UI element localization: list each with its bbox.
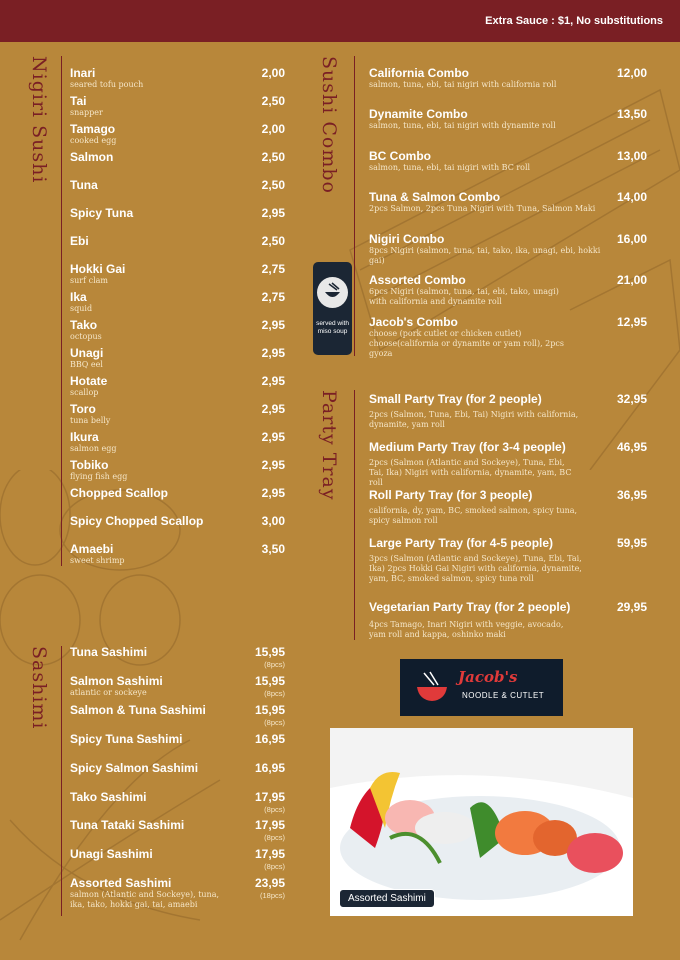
menu-item: Medium Party Tray (for 3-4 people) 2pcs (Salmon (Atlantic and Sockeye), Tuna, Ebi, Tai, Ika) Nigiri with california, dynamite, yam, BC roll xyxy=(369,440,572,487)
menu-item: Dynamite Combo salmon, tuna, ebi, tai nigiri with dynamite roll xyxy=(369,107,556,130)
price: 12,95 xyxy=(616,315,647,329)
menu-item: Small Party Tray (for 2 people) 2pcs (Salmon, Tuna, Ebi, Tai) Nigiri with california, dynamite, yam roll xyxy=(369,392,579,429)
menu-item: Hotate scallop xyxy=(70,374,108,397)
menu-item: Hokki Gai surf clam xyxy=(70,262,126,285)
menu-item: Assorted Sashimi salmon (Atlantic and Sockeye), tuna, ika, tako, hokki gai, tai, amaebi xyxy=(70,876,220,909)
piece-count: (8pcs) xyxy=(264,660,285,669)
price: 23,95 xyxy=(254,876,285,890)
price: 2,95 xyxy=(261,430,285,444)
price: 14,00 xyxy=(616,190,647,204)
menu-item: Spicy Chopped Scallop xyxy=(70,514,204,528)
price: 15,95 xyxy=(254,674,285,688)
party-divider xyxy=(354,390,355,640)
price: 36,95 xyxy=(616,488,647,502)
price: 3,50 xyxy=(261,542,285,556)
menu-item: Roll Party Tray (for 3 people) california, dy, yam, BC, smoked salmon, spicy tuna, spicy salmon roll xyxy=(369,488,578,525)
miso-soup-label: served with miso soup xyxy=(316,320,349,335)
piece-count: (8pcs) xyxy=(264,718,285,727)
menu-item: Jacob's Combo choose (pork cutlet or chicken cutlet) choose(california or dynamite or yam roll), 2pcs gyoza xyxy=(369,315,564,358)
menu-item: Ebi xyxy=(70,234,89,248)
sashimi-divider xyxy=(61,646,62,916)
menu-item: Nigiri Combo 8pcs Nigiri (salmon, tuna, tai, tako, ika, unagi, ebi, hokki gai) xyxy=(369,232,601,265)
price: 15,95 xyxy=(254,645,285,659)
section-title-combo: Sushi Combo xyxy=(318,56,340,194)
header-bar xyxy=(0,0,680,42)
combo-divider xyxy=(354,56,355,356)
menu-item: Unagi BBQ eel xyxy=(70,346,104,369)
price: 46,95 xyxy=(616,440,647,454)
price: 3,00 xyxy=(261,514,285,528)
piece-count: (8pcs) xyxy=(264,689,285,698)
section-title-nigiri: Nigiri Sushi xyxy=(28,56,50,184)
photo-caption: Assorted Sashimi xyxy=(339,889,435,908)
price: 17,95 xyxy=(254,847,285,861)
price: 29,95 xyxy=(616,600,647,614)
price: 2,95 xyxy=(261,402,285,416)
menu-item: Tamago cooked egg xyxy=(70,122,117,145)
price: 15,95 xyxy=(254,703,285,717)
section-title-sashimi: Sashimi xyxy=(28,646,50,730)
menu-item: Toro tuna belly xyxy=(70,402,111,425)
price: 2,50 xyxy=(261,178,285,192)
menu-item: Tai snapper xyxy=(70,94,103,117)
menu-item: Tobiko flying fish egg xyxy=(70,458,128,481)
menu-item: BC Combo salmon, tuna, ebi, tai nigiri with BC roll xyxy=(369,149,531,172)
price: 2,75 xyxy=(261,262,285,276)
piece-count: (8pcs) xyxy=(264,833,285,842)
price: 17,95 xyxy=(254,818,285,832)
piece-count: (8pcs) xyxy=(264,805,285,814)
logo-brand: Jacob's xyxy=(458,668,518,686)
price: 2,50 xyxy=(261,94,285,108)
menu-item: Spicy Tuna Sashimi xyxy=(70,732,183,746)
piece-count: (18pcs) xyxy=(259,891,285,900)
menu-item: Tuna Tataki Sashimi xyxy=(70,818,185,832)
price: 2,00 xyxy=(261,66,285,80)
price: 32,95 xyxy=(616,392,647,406)
section-title-party: Party Tray xyxy=(318,390,340,501)
logo-subtitle: NOODLE & CUTLET xyxy=(462,691,545,700)
price: 16,00 xyxy=(616,232,647,246)
menu-item: Vegetarian Party Tray (for 2 people) 4pcs Tamago, Inari Nigiri with veggie, avocado, yam roll and kappa, oshinko maki xyxy=(369,600,571,639)
price: 21,00 xyxy=(616,273,647,287)
menu-item: Tuna & Salmon Combo 2pcs Salmon, 2pcs Tuna Nigiri with Tuna, Salmon Maki xyxy=(369,190,596,213)
price: 2,95 xyxy=(261,486,285,500)
menu-item: Large Party Tray (for 4-5 people) 3pcs (Salmon (Atlantic and Sockeye), Tuna, Ebi, Tai, Ika) 2pcs Hokki Gai Nigiri with california, dynamite, yam, BC, smoked salmon, spicy tuna roll xyxy=(369,536,582,583)
piece-count: (8pcs) xyxy=(264,862,285,871)
jacobs-logo xyxy=(400,659,563,716)
menu-item: Salmon xyxy=(70,150,114,164)
menu-item: Tako Sashimi xyxy=(70,790,147,804)
noodle-bowl-icon xyxy=(414,669,450,705)
price: 2,00 xyxy=(261,122,285,136)
menu-item: Tako octopus xyxy=(70,318,102,341)
menu-item: Inari seared tofu pouch xyxy=(70,66,144,89)
price: 12,00 xyxy=(616,66,647,80)
price: 2,50 xyxy=(261,234,285,248)
price: 59,95 xyxy=(616,536,647,550)
menu-item: Spicy Tuna xyxy=(70,206,134,220)
menu-item: Tuna Sashimi xyxy=(70,645,148,659)
price: 16,95 xyxy=(254,761,285,775)
menu-item: Ika squid xyxy=(70,290,93,313)
price: 13,00 xyxy=(616,149,647,163)
menu-item: California Combo salmon, tuna, ebi, tai nigiri with california roll xyxy=(369,66,557,89)
menu-item: Spicy Salmon Sashimi xyxy=(70,761,199,775)
price: 2,75 xyxy=(261,290,285,304)
menu-item: Assorted Combo 6pcs Nigiri (salmon, tuna, tai, ebi, tako, unagi) with california and dynamite roll xyxy=(369,273,559,306)
leaf-sketch-decoration xyxy=(0,720,230,950)
soup-bowl-icon xyxy=(317,277,348,308)
menu-item: Ikura salmon egg xyxy=(70,430,117,453)
price: 2,95 xyxy=(261,206,285,220)
menu-item: Unagi Sashimi xyxy=(70,847,153,861)
price: 2,95 xyxy=(261,374,285,388)
nigiri-divider xyxy=(61,56,62,566)
menu-item: Chopped Scallop xyxy=(70,486,169,500)
menu-item: Salmon Sashimi atlantic or sockeye xyxy=(70,674,163,697)
price: 2,50 xyxy=(261,150,285,164)
price: 2,95 xyxy=(261,346,285,360)
menu-item: Amaebi sweet shrimp xyxy=(70,542,125,565)
price: 2,95 xyxy=(261,458,285,472)
price: 13,50 xyxy=(616,107,647,121)
menu-item: Salmon & Tuna Sashimi xyxy=(70,703,206,717)
menu-item: Tuna xyxy=(70,178,98,192)
extra-sauce-notice: Extra Sauce : $1, No substitutions xyxy=(485,15,663,27)
miso-soup-badge xyxy=(313,262,352,355)
price: 16,95 xyxy=(254,732,285,746)
assorted-sashimi-photo xyxy=(330,728,633,916)
price: 2,95 xyxy=(261,318,285,332)
price: 17,95 xyxy=(254,790,285,804)
